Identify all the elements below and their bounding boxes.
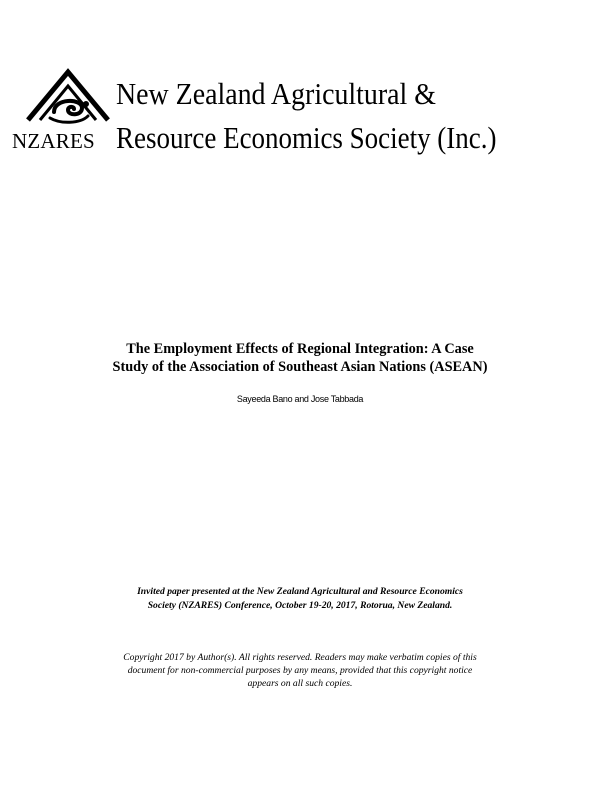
invited-note-line-1: Invited paper presented at the New Zealand Agricultural and Resource Economics (137, 586, 463, 597)
invited-note (60, 585, 540, 613)
copyright-line-2: document for non-commercial purposes by any means, provided that this copyright notice (127, 665, 473, 676)
invited-note-line-2: Society (NZARES) Conference, October 19-20, 2017, Rotorua, New Zealand. (147, 600, 453, 611)
logo-text: NZARES (12, 129, 95, 153)
nzares-logo-icon (24, 68, 112, 130)
copyright-line-1: Copyright 2017 by Author(s). All rights reserved. Readers may make verbatim copies of this (123, 652, 477, 663)
paper-authors: Sayeeda Bano and Jose Tabbada (236, 394, 364, 404)
paper-title-line-2: Study of the Association of Southeast Asian Nations (ASEAN) (112, 359, 488, 375)
society-name-line-2: Resource Economics Society (Inc.) (116, 120, 497, 155)
copyright-notice (50, 651, 550, 690)
paper-title (60, 340, 540, 376)
society-name-line-1: New Zealand Agricultural & (116, 76, 436, 111)
paper-title-line-1: The Employment Effects of Regional Integration: A Case (126, 341, 474, 357)
copyright-line-3: appears on all such copies. (247, 678, 353, 689)
society-header (8, 68, 593, 158)
